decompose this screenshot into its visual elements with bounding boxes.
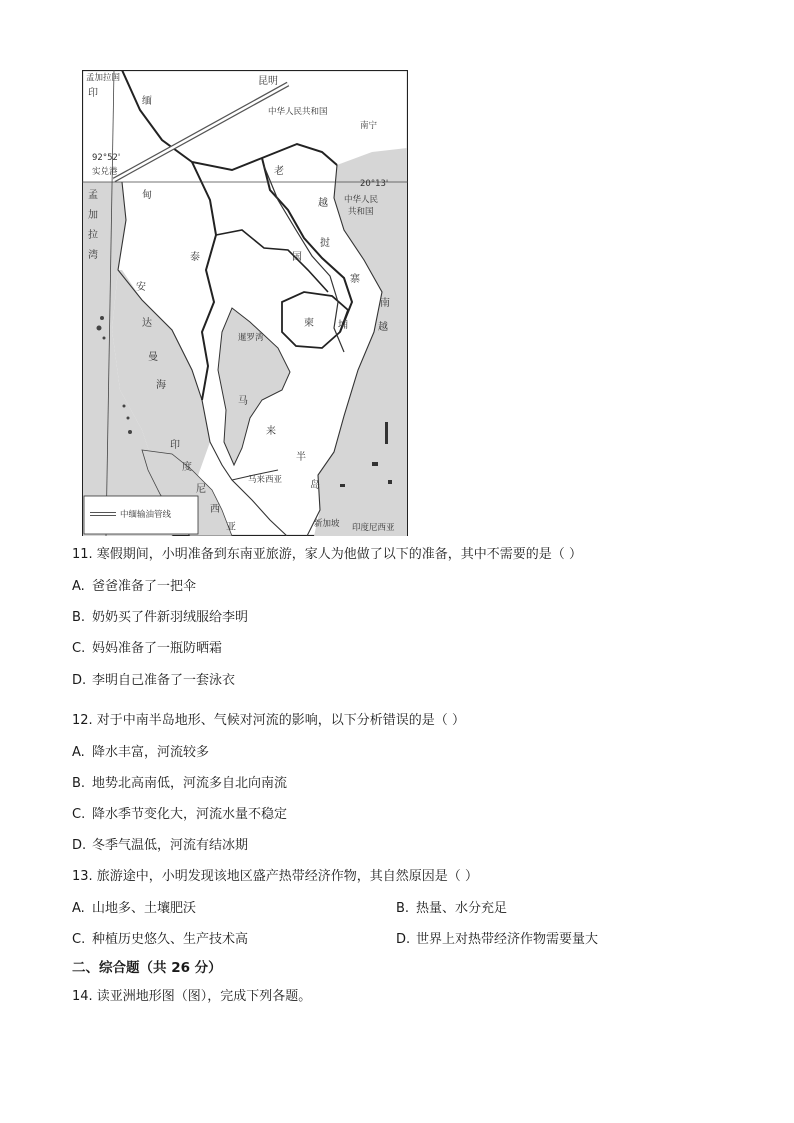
label-malaysia: 马来西亚	[248, 475, 283, 485]
q12-option-c[interactable]	[72, 806, 287, 824]
q13-option-d-text: 世界上对热带经济作物需要量大	[416, 932, 599, 947]
q12-option-c-letter: C.	[72, 807, 86, 822]
q12-option-a[interactable]	[72, 744, 209, 762]
q11-option-b[interactable]	[72, 609, 248, 627]
label-singapore: 新加坡	[314, 519, 340, 529]
label-india: 印	[88, 88, 98, 99]
label-nanning: 南宁	[360, 121, 378, 131]
label-laos: 老	[274, 166, 284, 177]
q13-option-c-letter: C.	[72, 932, 86, 947]
q12-option-c-text: 降水季节变化大，河流水量不稳定	[92, 807, 288, 822]
label-andaman-2: 达	[142, 318, 152, 329]
label-andaman-4: 海	[156, 380, 166, 391]
label-vietnam-2: 南	[380, 298, 390, 309]
q11-option-d[interactable]	[72, 672, 235, 690]
q13-option-b[interactable]	[396, 900, 507, 918]
q12-option-a-text: 降水丰富，河流较多	[92, 745, 210, 760]
label-malay-3: 半	[296, 452, 306, 463]
label-vietnam-1: 越	[318, 198, 328, 209]
q11-option-a-letter: A.	[72, 579, 85, 594]
q12-option-a-letter: A.	[72, 745, 85, 760]
q11-option-c-letter: C.	[72, 641, 86, 656]
q11-option-d-text: 李明自己准备了一套泳衣	[92, 673, 236, 688]
label-bay-4: 湾	[88, 250, 98, 261]
label-indonesia-5: 亚	[226, 522, 236, 533]
label-laos-2: 挝	[320, 238, 330, 249]
q12-stem: 12. 对于中南半岛地形、气候对河流的影响，以下分析错误的是（ ）	[72, 713, 465, 728]
q12-option-d-letter: D.	[72, 838, 87, 853]
q12-option-b-letter: B.	[72, 776, 86, 791]
label-indonesia-4: 西	[210, 504, 220, 515]
label-indonesia-1: 印	[170, 440, 180, 451]
label-cambodia-2: 埔	[338, 320, 348, 331]
q11-stem: 11. 寒假期间，小明准备到东南亚旅游，家人为他做了以下的准备，其中不需要的是（ ）	[72, 547, 582, 562]
q11-option-a-text: 爸爸准备了一把伞	[92, 579, 197, 594]
label-malay-4: 岛	[310, 480, 320, 491]
q13-option-a-text: 山地多、土壤肥沃	[92, 901, 197, 916]
section-2-heading: 二、综合题（共 26 分）	[72, 960, 222, 976]
q13-option-a-letter: A.	[72, 901, 85, 916]
label-bay-2: 加	[88, 210, 98, 221]
q13-option-d-letter: D.	[396, 932, 411, 947]
q13-option-c-text: 种植历史悠久、生产技术高	[92, 932, 249, 947]
label-indonesia-2: 度	[182, 462, 192, 473]
q11-option-b-letter: B.	[72, 610, 86, 625]
legend-label: 中缅输油管线	[120, 510, 172, 520]
label-bangladesh: 孟加拉国	[86, 73, 121, 83]
q11-option-c[interactable]	[72, 640, 222, 658]
q12-option-d-text: 冬季气温低，河流有结冰期	[92, 838, 249, 853]
q13-option-b-letter: B.	[396, 901, 410, 916]
label-cambodia-1: 柬	[304, 318, 314, 329]
label-indonesia-3: 尼	[196, 484, 206, 495]
label-watermark: 印度尼西亚	[352, 523, 395, 533]
label-burma-2: 甸	[142, 190, 152, 201]
label-kunming: 昆明	[258, 76, 278, 87]
q11-option-c-text: 妈妈准备了一瓶防晒霜	[92, 641, 223, 656]
q11-option-a[interactable]	[72, 578, 196, 596]
label-port: 实兑港	[92, 167, 118, 177]
label-china-2a: 中华人民	[344, 195, 379, 205]
label-malay-2: 来	[266, 426, 276, 437]
label-cambodia-4: 越	[378, 322, 388, 333]
label-andaman-3: 曼	[148, 352, 158, 363]
q13-stem: 13. 旅游途中，小明发现该地区盛产热带经济作物，其自然原因是（ ）	[72, 869, 478, 884]
label-burma-1: 缅	[142, 96, 152, 107]
q13-option-d[interactable]	[396, 931, 598, 949]
map-svg	[82, 70, 408, 536]
q12-option-d[interactable]	[72, 837, 248, 855]
label-bay-1: 孟	[88, 190, 98, 201]
q12-option-b-text: 地势北高南低，河流多自北向南流	[92, 776, 288, 791]
southeast-asia-map	[82, 70, 408, 536]
label-bay-3: 拉	[88, 230, 98, 241]
q11-option-b-text: 奶奶买了件新羽绒服给李明	[92, 610, 249, 625]
label-andaman-1: 安	[136, 282, 146, 293]
q11-option-d-letter: D.	[72, 673, 87, 688]
label-thailand-2: 国	[292, 252, 302, 263]
label-china: 中华人民共和国	[268, 107, 328, 117]
label-gulf: 暹罗湾	[238, 333, 264, 343]
q13-option-c[interactable]	[72, 931, 248, 949]
q13-option-b-text: 热量、水分充足	[416, 901, 508, 916]
q12-option-b[interactable]	[72, 775, 287, 793]
q14-stem: 14. 读亚洲地形图（图），完成下列各题。	[72, 989, 312, 1004]
label-cambodia-3: 寨	[350, 274, 360, 285]
label-china-2b: 共和国	[348, 207, 374, 217]
label-longitude: 92°52'	[92, 153, 121, 163]
label-malay-1: 马	[238, 396, 248, 407]
label-thailand-1: 泰	[190, 252, 200, 263]
label-latitude: 20°13'	[360, 179, 389, 189]
q13-option-a[interactable]	[72, 900, 196, 918]
